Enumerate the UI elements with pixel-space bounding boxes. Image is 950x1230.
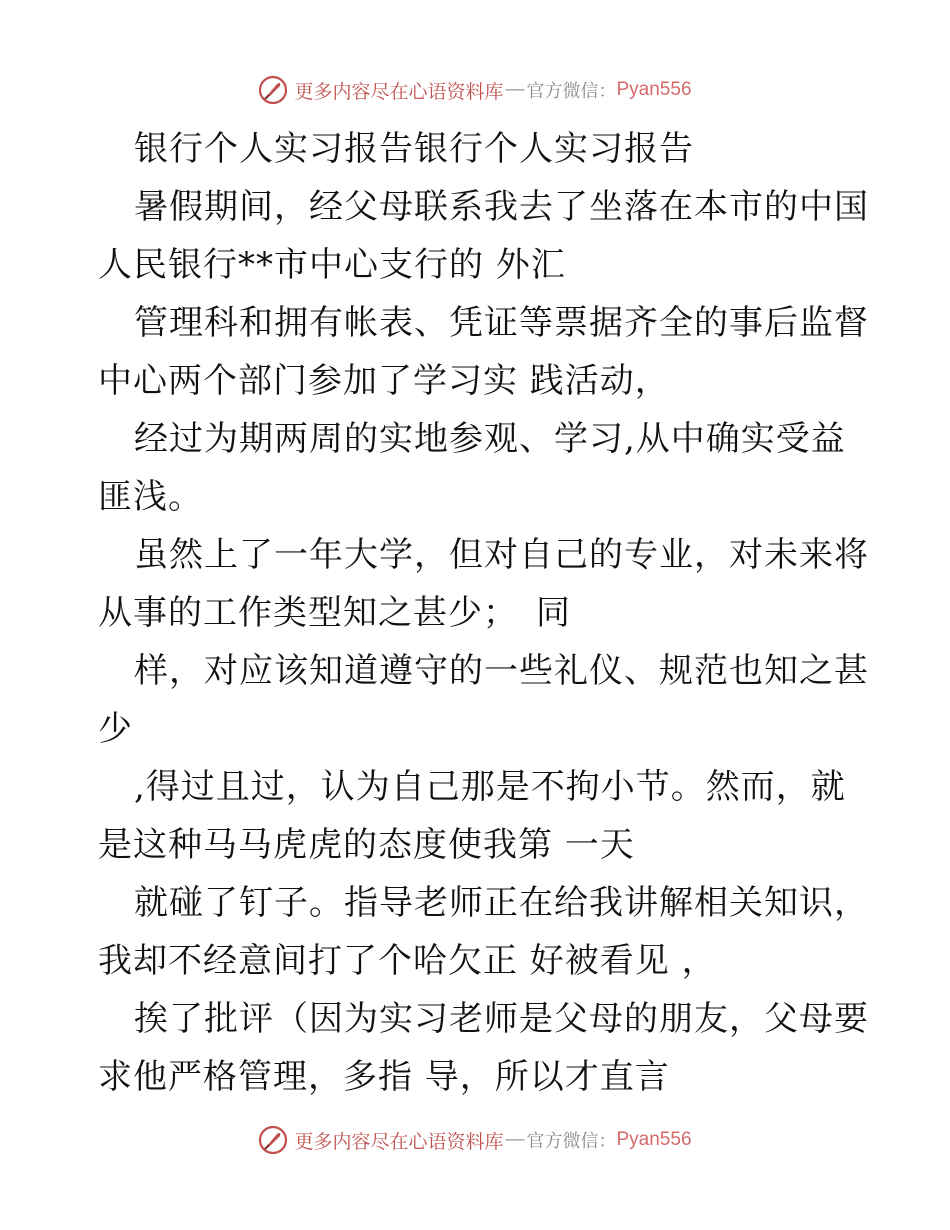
text-line: 人民银行**市中心支行的 外汇 <box>98 245 566 285</box>
banner-separator: — <box>505 79 525 100</box>
feather-pen-icon <box>258 1125 288 1155</box>
text-line: 从事的工作类型知之甚少； 同 <box>98 593 571 633</box>
banner-wechat-id: Pyan556 <box>616 1129 692 1150</box>
text-line: 经过为期两周的实地参观、学习,从中确实受益 <box>134 419 846 459</box>
banner-separator: — <box>505 1129 525 1150</box>
text-line: 中心两个部门参加了学习实 践活动， <box>98 361 670 401</box>
text-line: 管理科和拥有帐表、凭证等票据齐全的事后监督 <box>134 303 869 343</box>
banner-text: 更多内容尽在心语资料库 <box>294 1130 504 1153</box>
header-banner <box>0 70 950 110</box>
text-line: 样，对应该知道遵守的一些礼仪、规范也知之甚 <box>134 651 869 691</box>
text-line: 我却不经意间打了个哈欠正 好被看见 ， <box>98 941 717 981</box>
text-line: 就碰了钉子。指导老师正在给我讲解相关知识， <box>134 883 869 923</box>
text-line: ,得过且过，认为自己那是不拘小节。然而，就 <box>134 767 846 807</box>
footer-banner <box>0 1120 950 1160</box>
text-line: 求他严格管理，多指 导，所以才直言 <box>98 1057 670 1097</box>
text-line: 匪浅。 <box>98 477 203 517</box>
text-line: 是这种马马虎虎的态度使我第 一天 <box>98 825 635 865</box>
banner-wechat-id: Pyan556 <box>616 79 692 100</box>
text-line: 暑假期间，经父母联系我去了坐落在本市的中国 <box>134 187 869 227</box>
text-line: 少 <box>98 709 133 749</box>
document-body <box>98 120 869 1106</box>
text-line: 虽然上了一年大学，但对自己的专业，对未来将 <box>134 535 869 575</box>
text-line: 挨了批评（因为实习老师是父母的朋友，父母要 <box>134 999 869 1039</box>
feather-pen-icon <box>258 75 288 105</box>
banner-official-label: 官方微信： <box>526 1131 617 1152</box>
banner-official-label: 官方微信： <box>526 81 617 102</box>
banner-text: 更多内容尽在心语资料库 <box>294 80 504 103</box>
document-title: 银行个人实习报告银行个人实习报告 <box>134 129 694 169</box>
